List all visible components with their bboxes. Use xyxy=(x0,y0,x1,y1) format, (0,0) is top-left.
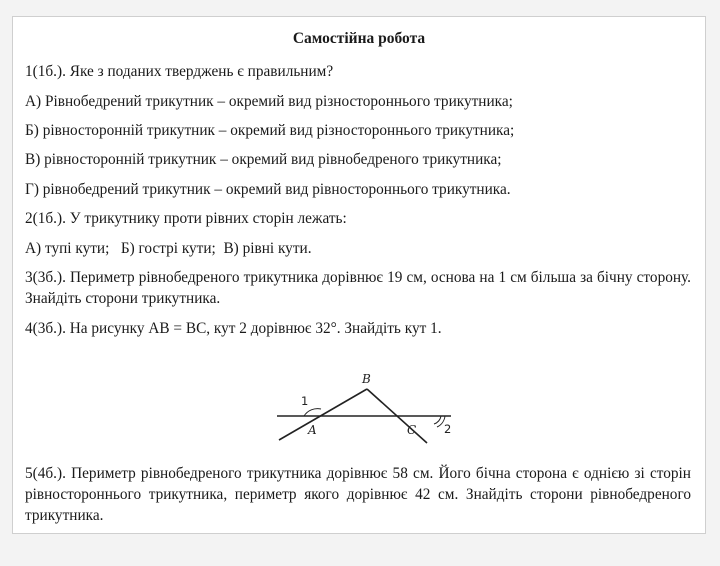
question-1-option-v: В) рівносторонній трикутник – окремий вид рівнобедреного трикутника; xyxy=(25,151,502,168)
question-1-option-b: Б) рівносторонній трикутник – окремий вид різностороннього трикутника; xyxy=(25,122,515,139)
angle-2-label: 2 xyxy=(444,422,451,436)
angle-2-arc-inner xyxy=(434,416,441,424)
triangle-figure xyxy=(261,353,451,449)
point-c-label: C xyxy=(407,423,417,437)
question-2-options: А) тупі кути; Б) гострі кути; В) рівні кути. xyxy=(25,240,312,257)
question-2: 2(1б.). У трикутнику проти рівних сторін лежать: xyxy=(25,210,347,227)
worksheet xyxy=(12,16,706,534)
point-b-label: B xyxy=(362,372,371,386)
angle-1-arc xyxy=(304,409,321,416)
question-1-option-a: А) Рівнобедрений трикутник – окремий вид різностороннього трикутника; xyxy=(25,93,513,110)
question-5: 5(4б.). Периметр рівнобедреного трикутника дорівнює 58 см. Його бічна сторона є однією зі сторін рівностороннього трикутника, периметр якого дорівнює 42 см. Знайдіть сторони рівнобедреного трикутника. xyxy=(25,465,691,524)
question-3: 3(3б.). Периметр рівнобедреного трикутника дорівнює 19 см, основа на 1 см більша за бічну сторону. Знайдіть сторони трикутника. xyxy=(25,269,691,307)
angle-1-label: 1 xyxy=(301,394,309,408)
point-a-label: A xyxy=(308,423,317,437)
page-title: Самостійна робота xyxy=(292,30,426,47)
triangle-diagram xyxy=(261,353,451,449)
line-ba xyxy=(279,389,367,440)
question-1-option-g: Г) рівнобедрений трикутник – окремий вид рівностороннього трикутника. xyxy=(25,181,511,198)
question-4: 4(3б.). На рисунку АВ = ВС, кут 2 дорівнює 32°. Знайдіть кут 1. xyxy=(25,320,442,337)
question-1: 1(1б.). Яке з поданих тверджень є правильним? xyxy=(25,63,334,80)
